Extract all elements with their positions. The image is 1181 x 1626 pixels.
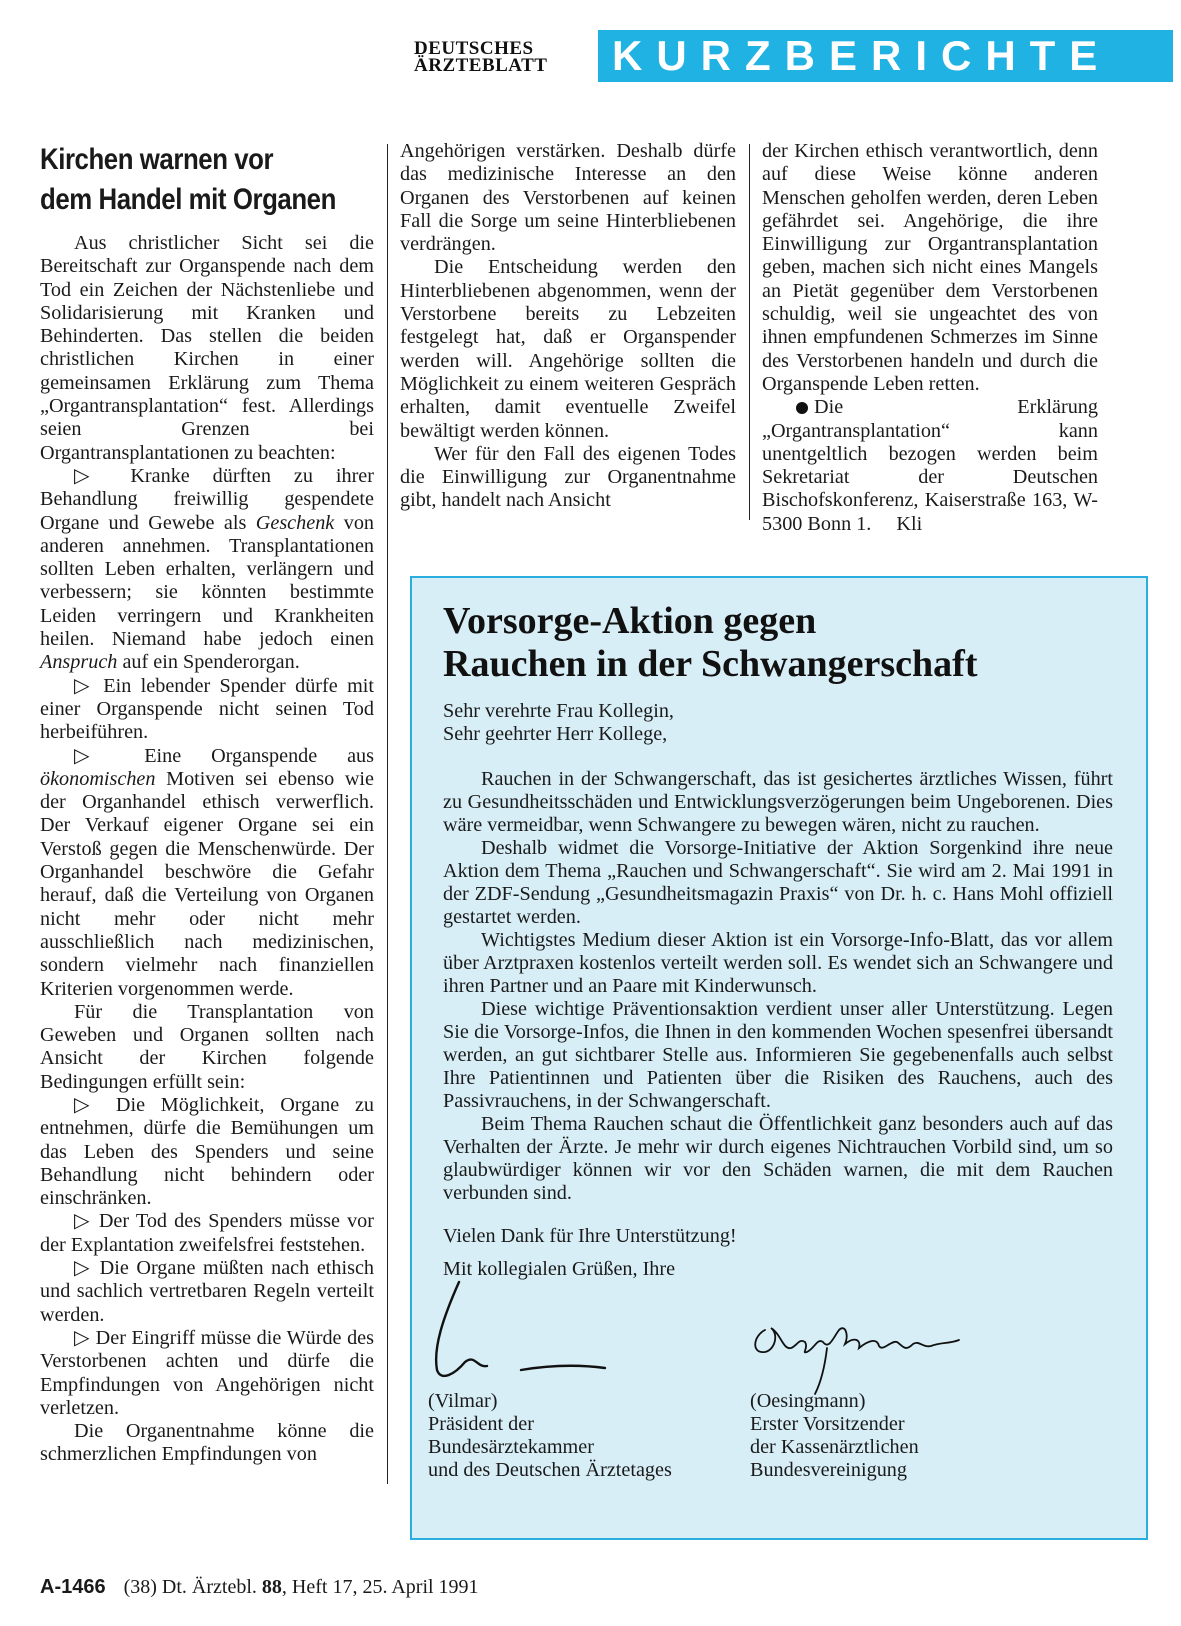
article-column-1 <box>40 232 374 1467</box>
paragraph: Die Erklärung „Organtransplantation“ kann unentgeltlich bezogen werden beim Sekretariat der Deutschen Bischofskonferenz, Kaiserstraße 163, W-5300 Bonn 1. Kli <box>762 396 1098 535</box>
author-initials: Kli <box>896 512 923 535</box>
signature-oesingmann <box>745 1290 985 1400</box>
masthead-line-2: ÄRZTEBLATT <box>414 55 548 76</box>
thanks-line: Vielen Dank für Ihre Unterstützung! <box>443 1225 737 1247</box>
paragraph: ▷ Kranke dürften zu ihrer Behandlung freiwillig gespendete Organe und Gewebe als Geschenk von anderen annehmen. Transplantationen sollten Leben erhalten, verlängern und verbessern; sie könnten bestimmte Leiden verringern und Krankheiten heilen. Niemand habe jedoch einen Anspruch auf ein Spenderorgan. <box>40 464 375 674</box>
announcement-title: Vorsorge-Aktion gegen Rauchen in der Schwangerschaft <box>443 600 978 685</box>
article-column-3 <box>762 140 1098 536</box>
section-header: KURZBERICHTE <box>598 30 1173 82</box>
paragraph: Aus christlicher Sicht sei die Bereitschaft zur Organspende nach dem Tod ein Zeichen der Nächstenliebe und Solidarisierung mit Kranken und Behinderten. Das stellen die beiden christlichen Kirchen in einer gemeinsamen Erklärung zum Thema „Organtransplantation“ fest. Allerdings seien Grenzen bei Organtransplantationen zu beachten: <box>40 232 374 464</box>
letter-body <box>443 700 1113 1281</box>
paragraph: ▷ Der Eingriff müsse die Würde des Verstorbenen achten und dürfe die Empfindungen von Angehörigen nicht verletzen. <box>40 1326 374 1419</box>
citation: (38) Dt. Ärztebl. 88, Heft 17, 25. April 1991 <box>123 1576 479 1598</box>
closing-line: Mit kollegialen Grüßen, Ihre <box>443 1258 676 1280</box>
signer-block-vilmar: (Vilmar) Präsident der Bundesärztekammer und des Deutschen Ärztetages <box>428 1390 672 1481</box>
paragraph: Diese wichtige Präventionsaktion verdient unser aller Unterstützung. Legen Sie die Vorsorge-Infos, die Ihnen in den kommenden Wochen spesenfrei übersandt werden, an gut sichtbarer Stelle aus. Informieren Sie gegebenenfalls auch selbst Ihre Patientinnen und Patienten über die Risiken des Rauchens, auch des Passivrauchens, in der Schwangerschaft. <box>443 998 1113 1112</box>
paragraph: Wichtigstes Medium dieser Aktion ist ein Vorsorge-Info-Blatt, das vor allem über Arztpraxen kostenlos verteilt werden soll. Es wendet sich an Schwangere und ihren Partner und an Paare mit Kinderwunsch. <box>443 929 1113 997</box>
column-divider <box>749 144 750 520</box>
paragraph: Rauchen in der Schwangerschaft, das ist gesichertes ärztliches Wissen, führt zu Gesundheitsschäden und Entwicklungsverzögerungen beim Ungeborenen. Dies wäre vermeidbar, wenn Schwangere zu bewegen wären, nicht zu rauchen. <box>443 768 1113 836</box>
paragraph: Beim Thema Rauchen schaut die Öffentlichkeit ganz besonders auch auf das Verhalten der Ärzte. Je mehr wir durch eigenes Nichtrauchen Vorbild sind, um so glaubwürdiger können wir vor den Schäden warnen, die mit dem Rauchen verbunden sind. <box>443 1113 1113 1204</box>
paragraph: ▷ Der Tod des Spenders müsse vor der Explantation zweifelsfrei feststehen. <box>40 1210 374 1256</box>
signature-vilmar <box>425 1278 625 1390</box>
paragraph: Die Organentnahme könne die schmerzlichen Empfindungen von <box>40 1420 374 1466</box>
paragraph: Wer für den Fall des eigenen Todes die Einwilligung zur Organentnahme gibt, handelt nach Ansicht <box>400 442 736 512</box>
column-divider <box>387 144 388 1484</box>
paragraph: der Kirchen ethisch verantwortlich, denn auf diese Weise könne anderen Menschen geholfen werden, deren Leben gefährdet sei. Angehörige, die ihre Einwilligung zur Organtransplantation geben, machen sich nicht eines Mangels an Pietät gegenüber dem Verstorbenen schuldig, weil sie ungeachtet des von ihnen empfundenen Schmerzes im Sinne des Verstorbenen handeln und durch die Organspende Leben retten. <box>762 140 1098 395</box>
bullet-icon <box>796 402 808 414</box>
paragraph: Angehörigen verstärken. Deshalb dürfe das medizinische Interesse an den Organen des Verstorbenen auf keinen Fall die Sorge um seine Hinterbliebenen verdrängen. <box>400 140 736 256</box>
paragraph: ▷ Eine Organspende aus ökonomischen Motiven sei ebenso wie der Organhandel ethisch verwerflich. Der Verkauf eigener Organe sei ein Verstoß gegen die Menschenwürde. Der Organhandel beschwöre die Gefahr herauf, daß die Verteilung von Organen nicht mehr oder nicht mehr ausschließlich nach medizinischen, sondern vielmehr nach finanziellen Kriterien vorgenommen werde. <box>40 744 374 1000</box>
masthead-line-1: DEUTSCHES <box>414 38 534 59</box>
masthead-logo <box>414 40 584 74</box>
paragraph: Deshalb widmet die Vorsorge-Initiative der Aktion Sorgenkind ihre neue Aktion dem Thema „Rauchen und Schwangerschaft“. Sie wird am 2. Mai 1991 in der ZDF-Sendung „Gesundheitsmagazin Praxis“ von Dr. h. c. Hans Mohl offiziell gestartet werden. <box>443 837 1113 928</box>
article-title: Kirchen warnen vor dem Handel mit Organen <box>40 143 336 216</box>
paragraph: Für die Transplantation von Geweben und Organen sollten nach Ansicht der Kirchen folgende Bedingungen erfüllt sein: <box>40 1000 374 1093</box>
salutation: Sehr verehrte Frau Kollegin, <box>443 700 674 722</box>
article-column-2 <box>400 140 736 513</box>
paragraph: Die Entscheidung werden den Hinterbliebenen abgenommen, wenn der Verstorbene bereits zu Lebzeiten festgelegt hat, daß er Organspender werden will. Angehörige sollten die Möglichkeit zu einem weiteren Gespräch erhalten, damit eventuelle Zweifel bewältigt werden können. <box>400 256 736 442</box>
paragraph: ▷ Die Organe müßten nach ethisch und sachlich vertretbaren Regeln verteilt werden. <box>40 1257 374 1326</box>
signer-block-oesingmann: (Oesingmann) Erster Vorsitzender der Kassenärztlichen Bundesvereinigung <box>750 1390 919 1481</box>
paragraph: ▷ Die Möglichkeit, Organe zu entnehmen, dürfe die Bemühungen um das Leben des Spenders und seine Behandlung nicht behindern oder einschränken. <box>40 1093 374 1210</box>
salutation: Sehr geehrter Herr Kollege, <box>443 723 668 745</box>
page-number: A-1466 <box>40 1576 106 1598</box>
page-footer <box>40 1576 479 1599</box>
paragraph: ▷ Ein lebender Spender dürfe mit einer Organspende nicht seinen Tod herbeiführen. <box>40 674 374 744</box>
